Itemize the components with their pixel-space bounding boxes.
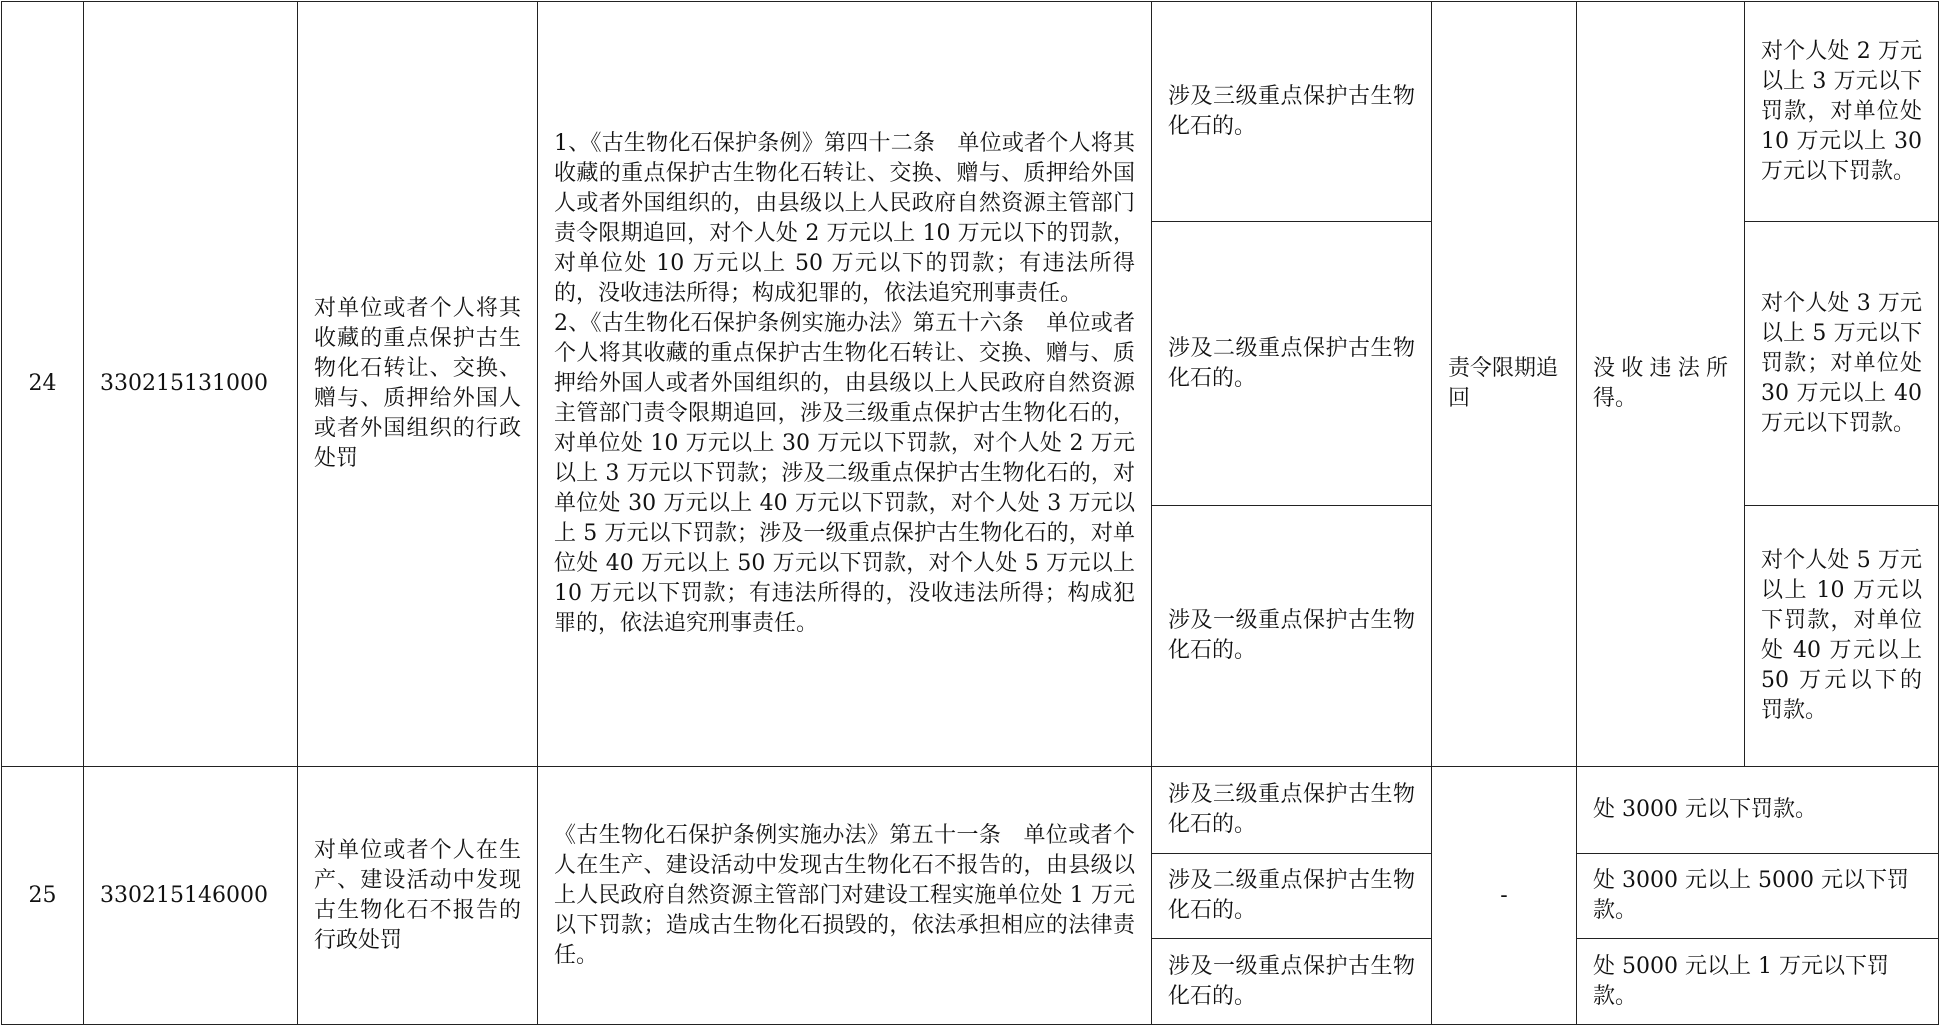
fine-level-2: 处 3000 元以上 5000 元以下罚款。 xyxy=(1577,854,1939,939)
condition-level-3: 涉及三级重点保护古生物化石的。 xyxy=(1152,767,1432,854)
condition-level-2: 涉及二级重点保护古生物化石的。 xyxy=(1152,222,1432,506)
penalty-table xyxy=(1,1,1939,1025)
condition-level-2: 涉及二级重点保护古生物化石的。 xyxy=(1152,854,1432,939)
legal-basis-paragraph-1: 1、《古生物化石保护条例》第四十二条 单位或者个人将其收藏的重点保护古生物化石转让、交换、赠与、质押给外国人或者外国组织的，由县级以上人民政府自然资源主管部门责令限期追回，对个人处 2 万元以上 10 万元以下的罚款，对单位处 10 万元以上 50 万元以下的罚款；有违法所得的，没收违法所得；构成犯罪的，依法追究刑事责任。 xyxy=(554,131,1135,306)
table-row-25 xyxy=(2,767,1939,854)
fine-amount-level-3: 对个人处 2 万元以上 3 万元以下罚款，对单位处 10 万元以上 30 万元以下罚款。 xyxy=(1745,2,1939,222)
item-code: 330215131000 xyxy=(84,2,298,767)
condition-level-1: 涉及一级重点保护古生物化石的。 xyxy=(1152,506,1432,767)
fine-amount-level-1: 对个人处 5 万元以上 10 万元以下罚款，对单位处 40 万元以上 50 万元以下的罚款。 xyxy=(1745,506,1939,767)
fine-level-1: 处 5000 元以上 1 万元以下罚款。 xyxy=(1577,939,1939,1025)
penalty-item-name: 对单位或者个人将其收藏的重点保护古生物化石转让、交换、赠与、质押给外国人或者外国组织的行政处罚 xyxy=(298,2,538,767)
corrective-measure: - xyxy=(1432,767,1577,1025)
row-number: 25 xyxy=(2,767,84,1025)
condition-level-3: 涉及三级重点保护古生物化石的。 xyxy=(1152,2,1432,222)
row-number: 24 xyxy=(2,2,84,767)
confiscation-clause: 没收违法所得。 xyxy=(1577,2,1745,767)
legal-basis xyxy=(538,2,1152,767)
fine-amount-level-2: 对个人处 3 万元以上 5 万元以下罚款；对单位处 30 万元以上 40 万元以下罚款。 xyxy=(1745,222,1939,506)
legal-basis: 《古生物化石保护条例实施办法》第五十一条 单位或者个人在生产、建设活动中发现古生物化石不报告的，由县级以上人民政府自然资源主管部门对建设工程实施单位处 1 万元以下罚款；造成古生物化石损毁的，依法承担相应的法律责任。 xyxy=(538,767,1152,1025)
penalty-item-name: 对单位或者个人在生产、建设活动中发现古生物化石不报告的行政处罚 xyxy=(298,767,538,1025)
condition-level-1: 涉及一级重点保护古生物化石的。 xyxy=(1152,939,1432,1025)
fine-level-3: 处 3000 元以下罚款。 xyxy=(1577,767,1939,854)
legal-basis-paragraph-2: 2、《古生物化石保护条例实施办法》第五十六条 单位或者个人将其收藏的重点保护古生物化石转让、交换、赠与、质押给外国人或者外国组织的，由县级以上人民政府自然资源主管部门责令限期追回，涉及三级重点保护古生物化石的，对单位处 10 万元以上 30 万元以下罚款，对个人处 2 万元以上 3 万元以下罚款；涉及二级重点保护古生物化石的，对单位处 30 万元以上 40 万元以下罚款，对个人处 3 万元以上 5 万元以下罚款；涉及一级重点保护古生物化石的，对单位处 40 万元以上 50 万元以下罚款，对个人处 5 万元以上 10 万元以下罚款；有违法所得的，没收违法所得；构成犯罪的，依法追究刑事责任。 xyxy=(554,311,1135,636)
corrective-measure: 责令限期追回 xyxy=(1432,2,1577,767)
table-row-24 xyxy=(2,2,1939,222)
item-code: 330215146000 xyxy=(84,767,298,1025)
